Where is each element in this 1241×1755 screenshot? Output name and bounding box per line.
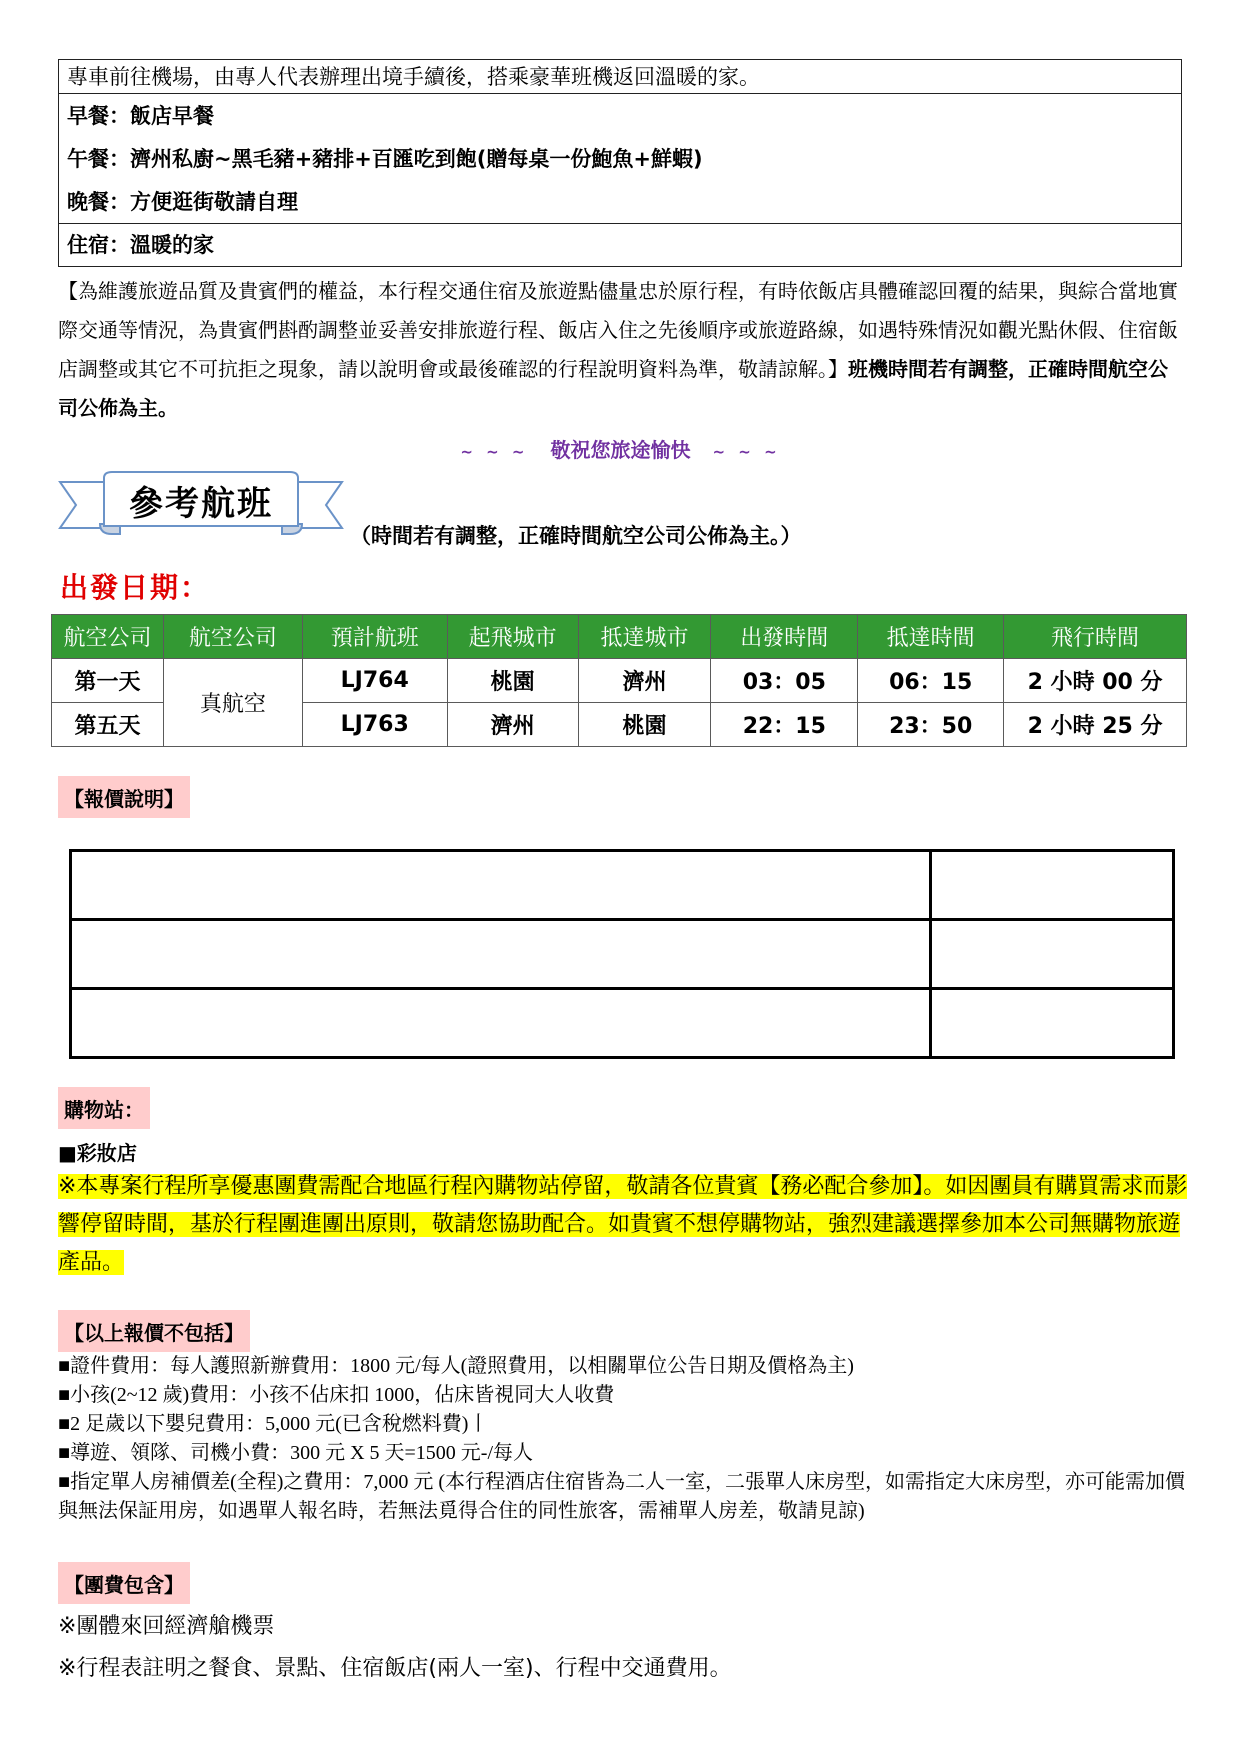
day-cell: 第五天: [52, 703, 164, 747]
ribbon-banner: [58, 468, 344, 540]
duration-cell: 2 小時 25 分: [1004, 703, 1187, 747]
itinerary-notice: [58, 272, 1182, 428]
to-city-cell: 桃園: [578, 703, 711, 747]
duration-cell: 2 小時 00 分: [1004, 659, 1187, 703]
wish-line: [0, 434, 1241, 463]
flight-note: （時間若有調整，正確時間航空公司公佈為主。）: [350, 524, 802, 548]
price-cell: [931, 989, 1174, 1058]
depart-time-cell: 03：05: [711, 659, 858, 703]
table-row: [71, 920, 1174, 989]
tilde-left: ~ ~ ~: [460, 443, 529, 461]
flight-header-row: [52, 615, 1187, 659]
from-city-cell: 濟州: [447, 703, 578, 747]
notice-bold: 班機時間若有調整，正確時間航空公司公佈為主。: [58, 357, 1168, 420]
wish-text: 敬祝您旅途愉快: [550, 438, 691, 462]
header-cell: 航空公司: [163, 615, 302, 659]
shopping-note: [58, 1168, 1188, 1282]
ribbon-title: 參考航班: [129, 483, 273, 524]
list-item: ※團體來回經濟艙機票: [58, 1614, 275, 1639]
list-item: ※行程表註明之餐食、景點、住宿飯店(兩人一室)、行程中交通費用。: [58, 1656, 732, 1681]
from-city-cell: 桃園: [447, 659, 578, 703]
price-cell: [71, 989, 931, 1058]
price-cell: [71, 920, 931, 989]
to-city-cell: 濟州: [578, 659, 711, 703]
table-row: [71, 989, 1174, 1058]
transfer-text: 專車前往機場，由專人代表辦理出境手續後，搭乘豪華班機返回溫暖的家。: [59, 60, 1181, 94]
departure-date-label: 出發日期：: [60, 571, 211, 604]
arrive-time-cell: 06：15: [858, 659, 1004, 703]
list-item: ■2 足歲以下嬰兒費用：5,000 元(已含稅燃料費)丨: [58, 1413, 489, 1435]
table-row: [71, 851, 1174, 920]
lodging-text: 住宿：溫暖的家: [59, 223, 1181, 266]
header-cell: 出發時間: [711, 615, 858, 659]
price-table: [69, 849, 1175, 1059]
header-cell: 起飛城市: [447, 615, 578, 659]
price-cell: [931, 920, 1174, 989]
inclusions-list: [58, 1606, 732, 1690]
header-cell: 飛行時間: [1004, 615, 1187, 659]
price-label: 【報價說明】: [58, 776, 190, 818]
lunch-text: 午餐：濟州私廚~黑毛豬+豬排+百匯吃到飽(贈每桌一份鮑魚+鮮蝦): [67, 146, 703, 171]
depart-time-cell: 22：15: [711, 703, 858, 747]
shopping-item: ■彩妝店: [58, 1141, 137, 1165]
tilde-right: ~ ~ ~: [712, 443, 781, 461]
inclusions-label: 【團費包含】: [58, 1562, 190, 1604]
flight-number-cell: LJ764: [302, 659, 447, 703]
arrive-time-cell: 23：50: [858, 703, 1004, 747]
header-cell: 抵達城市: [578, 615, 711, 659]
meal-box: [58, 59, 1182, 267]
shopping-note-text: ※本專案行程所享優惠團費需配合地區行程內購物站停留，敬請各位貴賓【務必配合參加】。如因團員有購買需求而影響停留時間，基於行程團進團出原則，敬請您協助配合。如貴賓不想停購物站，強烈建議選擇參加本公司無購物旅遊產品。: [58, 1174, 1188, 1275]
list-item: ■導遊、領隊、司機小費：300 元 X 5 天=1500 元-/每人: [58, 1442, 534, 1464]
flight-number-cell: LJ763: [302, 703, 447, 747]
shopping-label: 購物站：: [58, 1087, 150, 1129]
day-cell: 第一天: [52, 659, 164, 703]
dinner-text: 晚餐：方便逛街敬請自理: [67, 189, 298, 214]
list-item: ■指定單人房補價差(全程)之費用：7,000 元 (本行程酒店住宿皆為二人一室，二張單人床房型，如需指定大床房型，亦可能需加價與無法保証用房，如遇單人報名時，若無法覓得合住的同性旅客，需補單人房差，敬請見諒): [58, 1471, 1186, 1522]
price-cell: [71, 851, 931, 920]
exclusions-label: 【以上報價不包括】: [58, 1310, 250, 1352]
airline-cell: 真航空: [163, 659, 302, 747]
list-item: ■小孩(2~12 歲)費用：小孩不佔床扣 1000，佔床皆視同大人收費: [58, 1384, 615, 1406]
exclusions-list: [58, 1352, 1188, 1526]
table-row: [52, 659, 1187, 703]
header-cell: 航空公司: [52, 615, 164, 659]
notice-body: 【為維護旅遊品質及貴賓們的權益，本行程交通住宿及旅遊點儘量忠於原行程，有時依飯店具體確認回覆的結果，與綜合當地實際交通等情況，為貴賓們斟酌調整並妥善安排旅遊行程、飯店入住之先後順序或旅遊路線，如遇特殊情況如觀光點休假、住宿飯店調整或其它不可抗拒之現象，請以說明會或最後確認的行程說明資料為準，敬請諒解。】: [58, 279, 1178, 381]
header-cell: 預計航班: [302, 615, 447, 659]
price-cell: [931, 851, 1174, 920]
breakfast-text: 早餐：飯店早餐: [67, 103, 214, 128]
header-cell: 抵達時間: [858, 615, 1004, 659]
list-item: ■證件費用：每人護照新辦費用：1800 元/每人(證照費用，以相關單位公告日期及價格為主): [58, 1355, 854, 1377]
flight-table: [51, 614, 1187, 747]
